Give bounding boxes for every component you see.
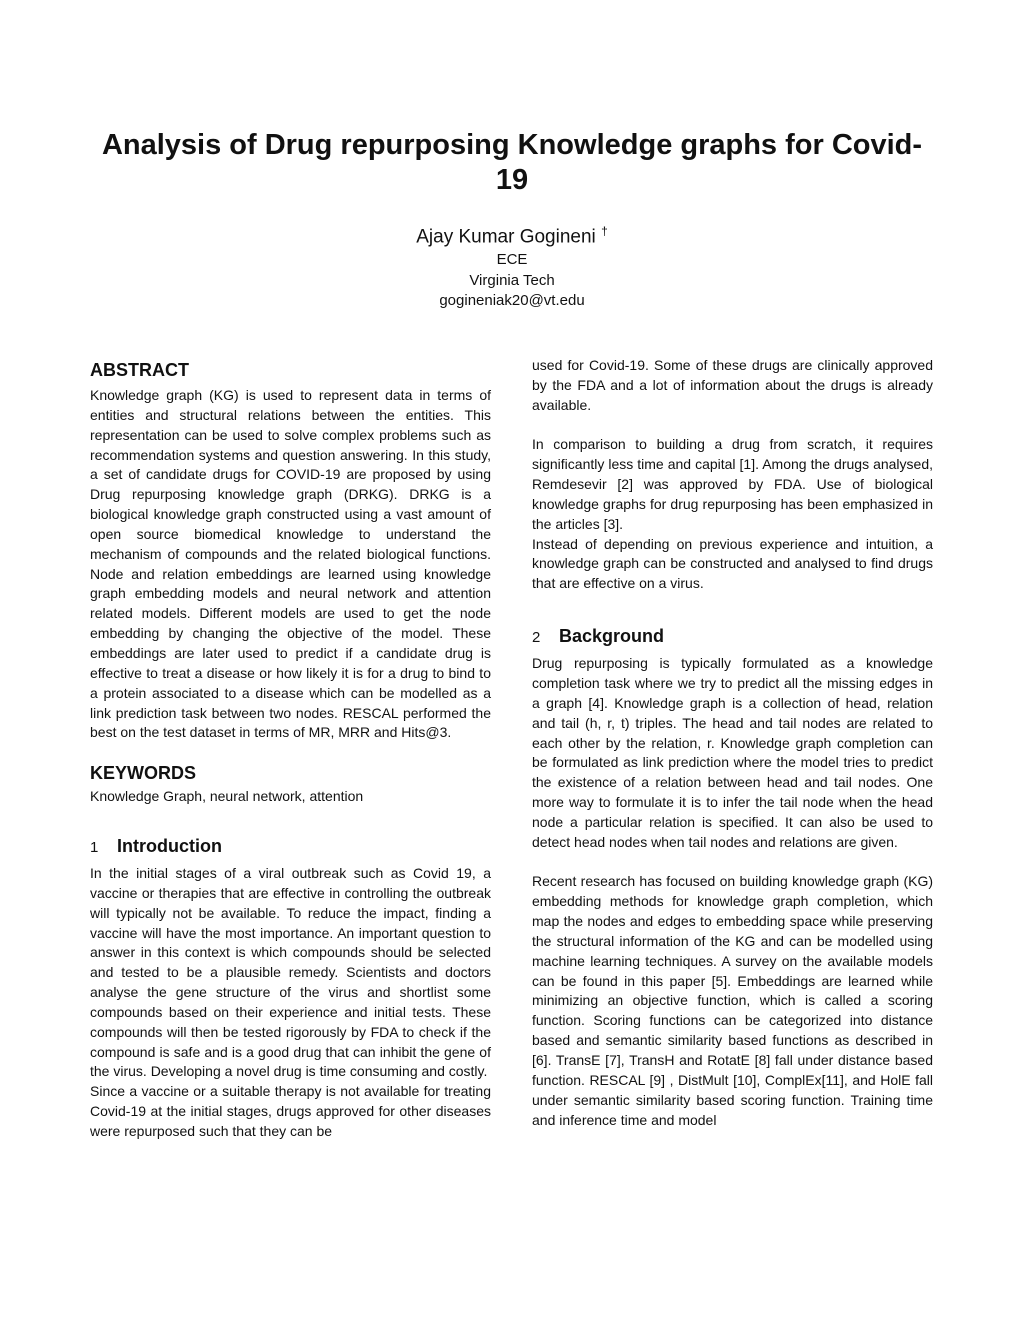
section-number: 2 (532, 629, 541, 647)
intro-paragraph-3: used for Covid-19. Some of these drugs are clinically approved by the FDA and a lot of information about the drugs is already available. (532, 357, 933, 413)
right-column (532, 356, 933, 1130)
intro-paragraph-5: Instead of depending on previous experience and intuition, a knowledge graph can be constructed and analysed to find drugs that are effective on a virus. (532, 535, 933, 592)
section-title: Background (559, 626, 665, 647)
background-paragraph-1: Drug repurposing is typically formulated as a knowledge completion task where we try to predict all the missing edges in a graph [4]. Knowledge graph is a collection of head, relation and tail (h, r, t) triples. The head and tail nodes are related to each other by the relation, r. Knowledge graph completion can be formulated as link prediction where the model tries to predict the existence of a relation between head and tail nodes. One more way to formulate it is to infer the tail node when the head node a particular relation is specified. It can also be used to detect head nodes when tail nodes and relations are given. (532, 655, 933, 850)
author-mark: † (601, 224, 608, 238)
introduction-heading (90, 834, 491, 860)
intro-paragraph-1: In the initial stages of a viral outbreak such as Covid 19, a vaccine or therapies that are effective in controlling the outbreak will typically not be available. To reduce the impact, finding a vaccine will have the most importance. An important question to answer in this context is which compounds should be selected and tested to be a plausible remedy. Scientists and doctors analyse the gene structure of the virus and shortlist some compounds based on their experience and initial tests. These compounds will then be tested rigorously by FDA to check if the compound is safe and is a good drug that can inhibit the gene of the virus. Developing a novel drug is time consuming and costly. (90, 865, 491, 1080)
section-title: Introduction (117, 836, 222, 857)
abstract-heading: ABSTRACT (90, 360, 189, 380)
left-column (90, 356, 491, 1142)
keywords-heading: KEYWORDS (90, 763, 197, 784)
section-number: 1 (90, 839, 99, 857)
author-name-text: Ajay Kumar Gogineni (416, 226, 596, 248)
paper-title: Analysis of Drug repurposing Knowledge graphs for Covid-19 (101, 129, 923, 196)
keywords-text: Knowledge Graph, neural network, attention (90, 788, 364, 805)
background-paragraph-2: Recent research has focused on building knowledge graph (KG) embedding methods for knowledge graph completion, which map the nodes and edges to embedding space while preserving the structural information of the KG and can be modelled using machine learning techniques. A survey on the available models can be found in this paper [5]. Embeddings are learned while minimizing an objective function, which is called a scoring function. Scoring functions can be categorized into distance based and semantic similarity based functions as described in [6]. TransE [7], TransH and RotatE [8] fall under distance based function. RESCAL [9] , DistMult [10], ComplEx[11], and HolE fall under semantic similarity based scoring function. Training time and inference time and model (532, 873, 933, 1128)
author-block (262, 218, 762, 312)
author-name (262, 218, 762, 250)
author-institution: Virginia Tech (469, 271, 555, 289)
author-department: ECE (496, 251, 528, 269)
abstract-text: Knowledge graph (KG) is used to represent data in terms of entities and structural relations between the entities. This representation can be used to solve complex problems such as recommendation systems and question answering. In this study, a set of candidate drugs for COVID-19 are proposed by using Drug repurposing knowledge graph (DRKG). DRKG is a biological knowledge graph constructed using a vast amount of open source biomedical knowledge to understand the mechanism of compounds and the related biological functions. Node and relation embeddings are learned using knowledge graph embedding models and neural network and attention related models. Different models are used to get the node embedding by changing the objective of the model. These embeddings are later used to predict if a candidate drug is effective to treat a disease or how likely it is for a drug to bind to a protein associated to a disease which can be modelled as a link prediction task between two nodes. RESCAL performed the best on the test dataset in terms of MR, MRR and Hits@3. (90, 387, 491, 741)
author-email: gogineniak20@vt.edu (439, 292, 585, 310)
intro-paragraph-4: In comparison to building a drug from scratch, it requires significantly less time and capital [1]. Among the drugs analysed, Remdesevir [2] was approved by FDA. Use of biological knowledge graphs for drug repurposing has been emphasized in the articles [3]. (532, 436, 933, 532)
intro-paragraph-2: Since a vaccine or a suitable therapy is not available for treating Covid-19 at the initial stages, drugs approved for other diseases were repurposed such that they can be (90, 1083, 491, 1139)
background-heading (532, 624, 933, 650)
